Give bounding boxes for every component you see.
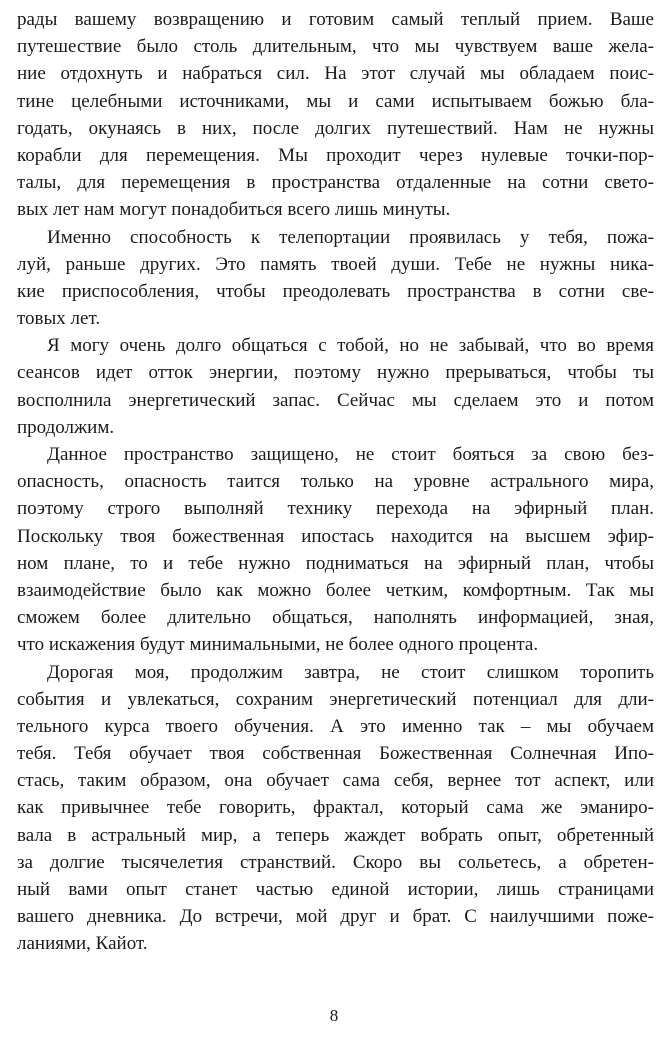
text-line: опасность, опасность таится только на уровне астрального мира, bbox=[17, 471, 654, 493]
text-line: Данное пространство защищено, не стоит бояться за свою без- bbox=[47, 444, 654, 465]
text-line: путешествие было столь длительным, что мы чувствуем ваше жела- bbox=[17, 36, 654, 58]
text-line: корабли для перемещения. Мы проходит через нулевые точки-пор- bbox=[17, 144, 654, 166]
text-line: события и увлекаться, сохраним энергетический потенциал для дли- bbox=[17, 688, 654, 710]
text-line: взаимодействие было как можно более четким, комфортным. Так мы bbox=[17, 579, 654, 601]
text-line: как привычнее тебе говорить, фрактал, который сама же эманиро- bbox=[17, 797, 654, 819]
text-line: ный вами опыт станет частью единой истории, лишь страницами bbox=[17, 879, 654, 900]
text-line: вала в астральный мир, а теперь жаждет вобрать опыт, обретенный bbox=[17, 824, 654, 846]
text-line: тебя. Тебя обучает твоя собственная Божественная Солнечная Ипо- bbox=[17, 743, 654, 765]
text-line: сеансов идет отток энергии, поэтому нужно прерываться, чтобы ты bbox=[17, 362, 654, 384]
text-line: Я могу очень долго общаться с тобой, но не забывай, что во время bbox=[47, 335, 654, 357]
text-line: тельного курса твоего обучения. А это именно так – мы обучаем bbox=[17, 715, 654, 737]
text-line: ланиями, Кайот. bbox=[17, 933, 148, 955]
text-line: что искажения будут минимальными, не более одного процента. bbox=[17, 634, 539, 656]
body-text bbox=[17, 6, 654, 958]
text-line: стась, таким образом, она обучает сама себя, вернее тот аспект, или bbox=[17, 770, 654, 792]
text-line: рады вашему возвращению и готовим самый теплый прием. Ваше bbox=[17, 9, 654, 30]
text-line: сможем более длительно общаться, наполнять информацией, зная, bbox=[17, 607, 654, 629]
text-line: товых лет. bbox=[17, 308, 101, 330]
text-line: ние отдохнуть и набраться сил. На этот случай мы обладаем поис- bbox=[17, 63, 654, 85]
text-line: кие приспособления, чтобы преодолевать пространства в сотни све- bbox=[17, 280, 654, 302]
text-line: талы, для перемещения в пространства отдаленные на сотни свето- bbox=[17, 172, 654, 194]
text-line: за долгие тысячелетия странствий. Скоро вы сольетесь, а обретен- bbox=[17, 851, 654, 873]
text-line: Дорогая моя, продолжим завтра, не стоит слишком торопить bbox=[47, 661, 654, 683]
text-line: Именно способность к телепортации проявилась у тебя, пожа- bbox=[47, 226, 654, 248]
text-line: восполнила энергетический запас. Сейчас мы сделаем это и потом bbox=[17, 389, 654, 411]
text-line: Поскольку твоя божественная ипостась находится на высшем эфир- bbox=[17, 525, 654, 547]
text-line: вашего дневника. До встречи, мой друг и брат. С наилучшими поже- bbox=[17, 906, 654, 928]
text-line: поэтому строго выполняй технику перехода на эфирный план. bbox=[17, 498, 654, 520]
text-line: ном плане, то и тебе нужно подниматься на эфирный план, чтобы bbox=[17, 552, 654, 574]
text-line: луй, раньше других. Это память твоей души. Тебе не нужны ника- bbox=[17, 253, 654, 275]
text-line: вых лет нам могут понадобиться всего лишь минуты. bbox=[17, 199, 451, 221]
text-line: продолжим. bbox=[17, 416, 115, 438]
text-line: годать, окунаясь в них, после долгих путешествий. Нам не нужны bbox=[17, 117, 654, 139]
text-line: тине целебными источниками, мы и сами испытываем божью бла- bbox=[17, 90, 654, 112]
page-number: 8 bbox=[329, 1006, 339, 1025]
